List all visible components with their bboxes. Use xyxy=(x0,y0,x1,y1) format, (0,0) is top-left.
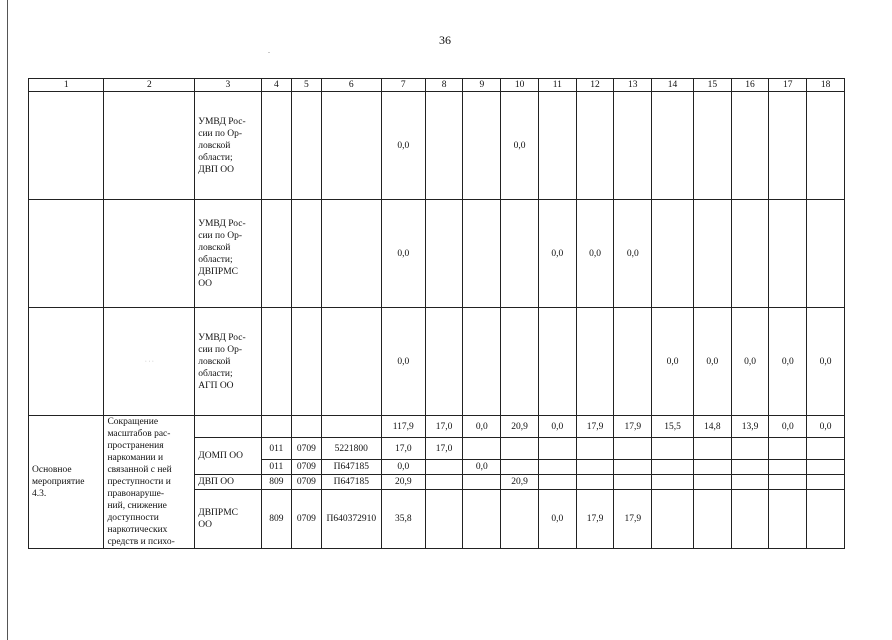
empty-cell xyxy=(463,92,501,200)
code-cell: 0709 xyxy=(292,475,322,490)
empty-cell xyxy=(769,200,807,308)
table-row-umvd-dvp xyxy=(29,92,845,200)
value-cell: 0,0 xyxy=(381,308,425,416)
empty-cell xyxy=(614,460,652,475)
empty-cell xyxy=(769,92,807,200)
empty-cell xyxy=(693,438,731,460)
org-line: сии по Ор- xyxy=(198,230,242,241)
header-cell: 2 xyxy=(104,79,195,92)
org-cell xyxy=(195,92,261,200)
org-line: УМВД Рос- xyxy=(198,116,246,127)
empty-cell xyxy=(321,200,381,308)
empty-cell xyxy=(425,308,463,416)
value-cell: 14,8 xyxy=(693,416,731,438)
empty-cell xyxy=(614,475,652,490)
code-cell: 809 xyxy=(261,490,292,549)
empty-cell xyxy=(292,92,322,200)
value-cell: 0,0 xyxy=(652,308,694,416)
header-cell: 14 xyxy=(652,79,694,92)
org-line: ловской xyxy=(198,140,231,151)
header-cell: 18 xyxy=(807,79,845,92)
value-cell: 20,9 xyxy=(501,416,539,438)
empty-cell xyxy=(731,475,769,490)
value-cell: 17,0 xyxy=(381,438,425,460)
empty-cell xyxy=(29,308,104,416)
value-cell: 17,9 xyxy=(576,490,614,549)
empty-cell xyxy=(731,200,769,308)
table-row-umvd-dvprms xyxy=(29,200,845,308)
empty-cell xyxy=(614,308,652,416)
empty-cell xyxy=(538,460,576,475)
table-row-umvd-agp xyxy=(29,308,845,416)
empty-cell xyxy=(769,460,807,475)
description-line: Сокращение xyxy=(107,417,159,427)
value-cell: 0,0 xyxy=(576,200,614,308)
value-cell: 0,0 xyxy=(614,200,652,308)
org-line: ДВП ОО xyxy=(198,164,235,175)
value-cell: 35,8 xyxy=(381,490,425,549)
empty-cell xyxy=(807,200,845,308)
value-cell: 17,9 xyxy=(614,416,652,438)
org-line: области; xyxy=(198,254,233,265)
header-cell: 3 xyxy=(195,79,261,92)
empty-cell xyxy=(769,475,807,490)
budget-table xyxy=(28,78,845,549)
empty-cell xyxy=(538,475,576,490)
empty-cell xyxy=(576,438,614,460)
empty-cell xyxy=(769,490,807,549)
description-line: наркотических xyxy=(107,525,168,535)
value-cell: 17,9 xyxy=(614,490,652,549)
activity-line: мероприятие xyxy=(32,477,85,487)
empty-cell xyxy=(693,200,731,308)
empty-cell xyxy=(463,490,501,549)
header-cell: 6 xyxy=(321,79,381,92)
header-cell: 4 xyxy=(261,79,292,92)
value-cell: 117,9 xyxy=(381,416,425,438)
empty-cell xyxy=(425,460,463,475)
value-cell: 0,0 xyxy=(381,460,425,475)
value-cell: 0,0 xyxy=(807,416,845,438)
code-cell: 0709 xyxy=(292,438,322,460)
empty-cell xyxy=(807,92,845,200)
empty-cell xyxy=(29,92,104,200)
value-cell: 20,9 xyxy=(501,475,539,490)
org-line: ОО xyxy=(198,278,212,289)
value-cell: 17,0 xyxy=(425,438,463,460)
empty-cell xyxy=(292,308,322,416)
description-line: доступности xyxy=(107,513,159,523)
header-cell: 13 xyxy=(614,79,652,92)
value-cell: 17,0 xyxy=(425,416,463,438)
empty-cell xyxy=(576,92,614,200)
empty-cell xyxy=(261,92,292,200)
value-cell: 0,0 xyxy=(381,92,425,200)
empty-cell xyxy=(652,438,694,460)
empty-cell xyxy=(693,92,731,200)
header-cell: 15 xyxy=(693,79,731,92)
empty-cell xyxy=(321,92,381,200)
header-cell: 12 xyxy=(576,79,614,92)
empty-cell xyxy=(576,460,614,475)
description-line: связанной с ней xyxy=(107,465,172,475)
value-cell: 0,0 xyxy=(538,200,576,308)
empty-cell xyxy=(501,308,539,416)
org-cell xyxy=(195,490,261,549)
empty-cell xyxy=(463,438,501,460)
empty-cell xyxy=(614,92,652,200)
empty-cell xyxy=(29,200,104,308)
description-line: средств и психо- xyxy=(107,537,175,547)
empty-cell xyxy=(693,460,731,475)
value-cell: 20,9 xyxy=(381,475,425,490)
value-cell: 0,0 xyxy=(538,416,576,438)
empty-cell xyxy=(292,200,322,308)
scan-speck: . xyxy=(268,46,270,55)
header-cell: 10 xyxy=(501,79,539,92)
description-line: преступности и xyxy=(107,477,171,487)
empty-cell xyxy=(807,460,845,475)
code-cell: П647185 xyxy=(321,460,381,475)
code-cell: П640372910 xyxy=(321,490,381,549)
empty-cell xyxy=(693,490,731,549)
code-cell: 0709 xyxy=(292,490,322,549)
value-cell: 0,0 xyxy=(769,308,807,416)
header-row xyxy=(29,79,845,92)
org-line: сии по Ор- xyxy=(198,128,242,139)
empty-cell xyxy=(538,308,576,416)
empty-cell xyxy=(538,92,576,200)
empty-cell xyxy=(693,475,731,490)
org-line: области; xyxy=(198,152,233,163)
empty-cell xyxy=(769,438,807,460)
value-cell: 0,0 xyxy=(538,490,576,549)
page-number: 36 xyxy=(439,33,451,47)
empty-cell xyxy=(463,200,501,308)
empty-cell xyxy=(731,438,769,460)
empty-cell xyxy=(576,475,614,490)
empty-cell xyxy=(807,438,845,460)
empty-cell xyxy=(652,460,694,475)
org-cell: ДОМП ОО xyxy=(195,438,261,475)
org-cell xyxy=(195,308,261,416)
empty-cell xyxy=(292,416,322,438)
value-cell: 0,0 xyxy=(501,92,539,200)
empty-cell xyxy=(261,308,292,416)
empty-cell xyxy=(195,416,261,438)
description-line: наркомании и xyxy=(107,453,164,463)
empty-cell xyxy=(104,92,195,200)
code-cell: 011 xyxy=(261,438,292,460)
activity-number-cell xyxy=(29,416,104,549)
description-line: правонаруше- xyxy=(107,489,165,499)
activity-line: 4.3. xyxy=(32,489,47,499)
empty-cell xyxy=(104,200,195,308)
org-line: ДВПРМС xyxy=(198,266,238,277)
header-cell: 11 xyxy=(538,79,576,92)
header-cell: 16 xyxy=(731,79,769,92)
header-cell: 5 xyxy=(292,79,322,92)
empty-cell xyxy=(425,475,463,490)
org-cell: ДВП ОО xyxy=(195,475,261,490)
header-cell: 8 xyxy=(425,79,463,92)
header-cell: 9 xyxy=(463,79,501,92)
empty-cell xyxy=(576,308,614,416)
empty-cell xyxy=(261,416,292,438)
value-cell: 0,0 xyxy=(731,308,769,416)
empty-cell xyxy=(463,308,501,416)
org-line: ловской xyxy=(198,356,231,367)
empty-cell xyxy=(538,438,576,460)
empty-cell xyxy=(731,460,769,475)
code-cell: 809 xyxy=(261,475,292,490)
value-cell: 17,9 xyxy=(576,416,614,438)
activity-line: Основное xyxy=(32,465,72,475)
empty-cell xyxy=(652,475,694,490)
empty-cell xyxy=(807,475,845,490)
empty-cell xyxy=(501,438,539,460)
code-cell: 0709 xyxy=(292,460,322,475)
value-cell: 0,0 xyxy=(807,308,845,416)
activity-description-cell xyxy=(104,416,195,549)
empty-cell xyxy=(614,438,652,460)
org-line: ДВПРМС xyxy=(198,508,238,518)
value-cell: 0,0 xyxy=(769,416,807,438)
header-cell: 1 xyxy=(29,79,104,92)
org-line: ОО xyxy=(198,520,212,530)
empty-cell xyxy=(321,416,381,438)
empty-cell xyxy=(501,460,539,475)
empty-cell xyxy=(501,200,539,308)
left-margin-rule xyxy=(7,0,8,640)
value-cell: 0,0 xyxy=(463,460,501,475)
value-cell: 15,5 xyxy=(652,416,694,438)
empty-cell xyxy=(321,308,381,416)
code-cell: П647185 xyxy=(321,475,381,490)
empty-cell xyxy=(731,490,769,549)
code-cell: 5221800 xyxy=(321,438,381,460)
value-cell: 13,9 xyxy=(731,416,769,438)
org-line: УМВД Рос- xyxy=(198,218,246,229)
code-cell: 011 xyxy=(261,460,292,475)
empty-cell xyxy=(652,490,694,549)
empty-cell xyxy=(463,475,501,490)
description-line: масштабов рас- xyxy=(107,429,171,439)
scan-speck: · · · xyxy=(104,308,195,416)
empty-cell xyxy=(731,92,769,200)
empty-cell xyxy=(652,92,694,200)
table-row-main-activity xyxy=(29,416,845,438)
header-cell: 7 xyxy=(381,79,425,92)
header-cell: 17 xyxy=(769,79,807,92)
empty-cell xyxy=(425,490,463,549)
org-line: ловской xyxy=(198,242,231,253)
org-cell xyxy=(195,200,261,308)
org-line: АГП ОО xyxy=(198,380,234,391)
value-cell: 0,0 xyxy=(381,200,425,308)
value-cell: 0,0 xyxy=(693,308,731,416)
org-line: области; xyxy=(198,368,233,379)
description-line: пространения xyxy=(107,441,164,451)
empty-cell xyxy=(807,490,845,549)
value-cell: 0,0 xyxy=(463,416,501,438)
empty-cell xyxy=(425,200,463,308)
org-line: УМВД Рос- xyxy=(198,332,246,343)
empty-cell xyxy=(501,490,539,549)
empty-cell xyxy=(652,200,694,308)
empty-cell xyxy=(425,92,463,200)
org-line: сии по Ор- xyxy=(198,344,242,355)
description-line: ний, снижение xyxy=(107,501,167,511)
empty-cell xyxy=(261,200,292,308)
